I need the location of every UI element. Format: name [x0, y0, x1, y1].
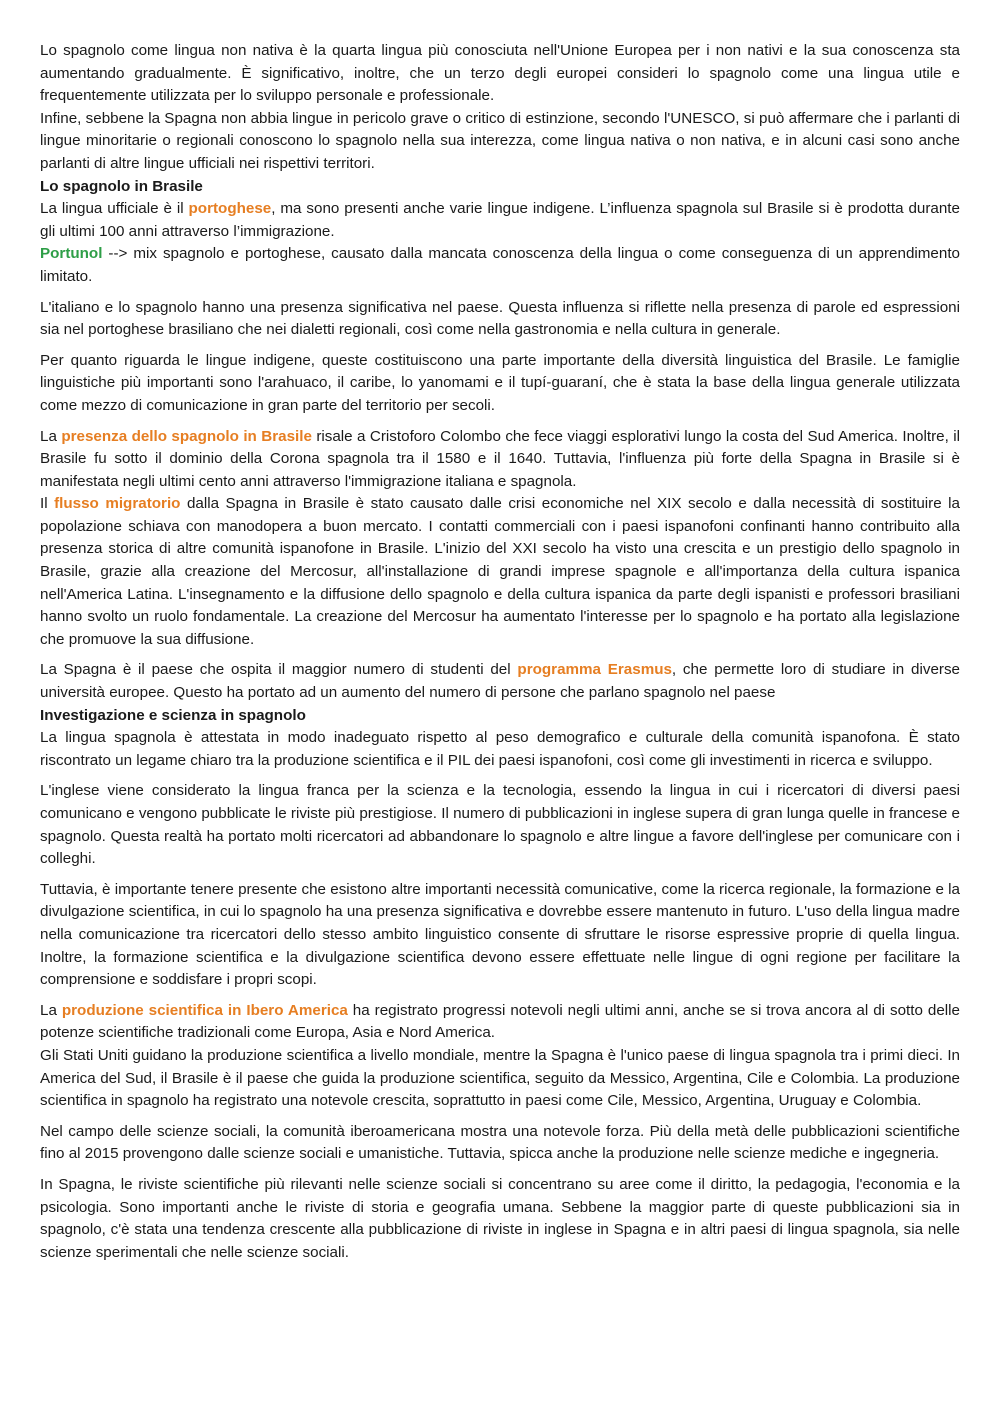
brasile-paragraph-2 — [40, 243, 960, 288]
text-run: La lingua ufficiale è il — [40, 200, 189, 218]
text-run: , che permette loro di studiare in diverse università europee. Questo ha portato ad un aumento del numero di persone che parlano spagnolo nel paese — [40, 661, 960, 702]
highlight-portunol: Portunol — [40, 245, 103, 263]
text-run: La — [40, 1001, 62, 1019]
highlight-programma-erasmus: programma Erasmus — [517, 661, 672, 679]
brasile-paragraph-4: Per quanto riguarda le lingue indigene, queste costituiscono una parte importante della diversità linguistica del Brasile. Le famiglie linguistiche più importanti sono l'arahuaco, il caribe, lo yanomami e il tupí-guaraní, che è stata la base della lingua generale utilizzata come mezzo di comunicazione in gran parte del territorio per secoli. — [40, 351, 960, 414]
brasile-paragraph-5 — [40, 426, 960, 494]
scienza-paragraph-3: Tuttavia, è importante tenere presente che esistono altre importanti necessità comunicative, come la ricerca regionale, la formazione e la divulgazione scientifica, in cui lo spagnolo ha una presenza significativa e dovrebbe essere mantenuto in futuro. L'uso della lingua madre nella comunicazione tra ricercatori dello stesso ambito linguistico consente di sfruttare le risorse espressive proprie di quella lingua. Inoltre, la formazione scientifica e la divulgazione scientifica devono essere effettuate nelle lingue di ogni regione per facilitare la comprensione e soddisfare i propri scopi. — [40, 880, 960, 989]
highlight-presenza-spagnolo: presenza dello spagnolo in Brasile — [61, 427, 312, 445]
highlight-flusso-migratorio: flusso migratorio — [54, 495, 181, 513]
scienza-paragraph-5: Gli Stati Uniti guidano la produzione scientifica a livello mondiale, mentre la Spagna è l'unico paese di lingua spagnola tra i primi dieci. In America del Sud, il Brasile è il paese che guida la produzione scientifica, seguito da Messico, Argentina, Cile e Colombia. La produzione scientifica in spagnolo ha registrato una notevole crescita, soprattutto in paesi come Cile, Messico, Argentina, Uruguay e Colombia. — [40, 1046, 960, 1110]
scienza-paragraph-7: In Spagna, le riviste scientifiche più rilevanti nelle scienze sociali si concentrano su aree come il diritto, la pedagogia, l'economia e la psicologia. Sono importanti anche le riviste di storia e geografia umana. Sebbene la maggior parte di queste pubblicazioni sia in spagnolo, c'è stata una tendenza crescente alla pubblicazione di riviste in inglese in Spagna e in altri paesi di lingua spagnola, sia nelle scienze sperimentali che nelle scienze sociali. — [40, 1175, 960, 1261]
text-run: La — [40, 427, 62, 445]
brasile-paragraph-6 — [40, 493, 960, 651]
highlight-portoghese: portoghese — [188, 200, 272, 218]
section-heading-scienza: Investigazione e scienza in spagnolo — [40, 706, 306, 724]
highlight-produzione-scientifica: produzione scientifica in Ibero America — [61, 1001, 348, 1019]
text-run: --> mix spagnolo e portoghese, causato dalla mancata conoscenza della lingua o come conseguenza di un apprendimento limitato. — [40, 245, 960, 285]
text-run: Il — [40, 495, 55, 513]
brasile-paragraph-7 — [40, 659, 960, 704]
intro-paragraph-1: Lo spagnolo come lingua non nativa è la quarta lingua più conosciuta nell'Unione Europea per i non nativi e la sua conoscenza sta aumentando gradualmente. È significativo, inoltre, che un terzo degli europei consideri lo spagnolo come una lingua utile e frequentemente utilizzata per lo sviluppo personale e professionale. — [40, 42, 960, 105]
text-run: ha registrato progressi notevoli negli ultimi anni, anche se si trova ancora al di sotto delle potenze scientifiche tradizionali come Europa, Asia e Nord America. — [40, 1001, 960, 1042]
section-heading-brasile: Lo spagnolo in Brasile — [40, 177, 203, 195]
scienza-paragraph-4 — [40, 1000, 960, 1045]
text-run: risale a Cristoforo Colombo che fece viaggi esplorativi lungo la costa del Sud America. Inoltre, il Brasile fu sotto il dominio della Corona spagnola tra il 1580 e il 1640. Tuttavia, l'influenza più forte della Spagna in Brasile si è manifestata negli ultimi cento anni attraverso l'immigrazione italiana e spagnola. — [40, 427, 960, 490]
text-run: La Spagna è il paese che ospita il maggior numero di studenti del — [40, 661, 518, 679]
scienza-paragraph-6: Nel campo delle scienze sociali, la comunità iberoamericana mostra una notevole forza. Più della metà delle pubblicazioni scientifiche fino al 2015 provengono dalle scienze sociali e umanistiche. Tuttavia, spicca anche la produzione nelle scienze mediche e ingegneria. — [40, 1122, 960, 1163]
text-run: , ma sono presenti anche varie lingue indigene. L’influenza spagnola sul Brasile si è prodotta durante gli ultimi 100 anni attraverso l’immigrazione. — [40, 200, 960, 240]
brasile-paragraph-3: L'italiano e lo spagnolo hanno una presenza significativa nel paese. Questa influenza si riflette nella presenza di parole ed espressioni sia nel portoghese brasiliano che nei dialetti regionali, così come nella gastronomia e nella cultura in generale. — [40, 298, 960, 339]
text-run: dalla Spagna in Brasile è stato causato dalle crisi economiche nel XIX secolo e dalla necessità di sostituire la popolazione schiava con manodopera a buon mercato. I contatti commerciali con i paesi ispanofoni confinanti hanno contribuito alla presenza storica di altre comunità ispanofone in Brasile. L'inizio del XXI secolo ha visto una crescita e un prestigio dello spagnolo in Brasile, grazie alla creazione del Mercosur, all'installazione di grandi imprese spagnole e all'importanza della cultura ispanica nell'America Latina. L'insegnamento e la diffusione dello spagnolo e della cultura ispanica da parte degli ispanisti e professori brasiliani hanno svolto un ruolo fondamentale. La creazione del Mercosur ha aumentato l'interesse per lo spagnolo e ha portato alla legislazione che promuove la sua diffusione. — [40, 495, 960, 648]
scienza-paragraph-1: La lingua spagnola è attestata in modo inadeguato rispetto al peso demografico e culturale della comunità ispanofona. È stato riscontrato un legame chiaro tra la produzione scientifica e il PIL dei paesi ispanofoni, così come gli investimenti in ricerca e sviluppo. — [40, 729, 960, 769]
brasile-paragraph-1 — [40, 198, 960, 243]
scienza-paragraph-2: L'inglese viene considerato la lingua franca per la scienza e la tecnologia, essendo la lingua in cui i ricercatori di diversi paesi comunicano e vengono pubblicate le riviste più prestigiose. Il numero di pubblicazioni in inglese supera di gran lunga quelle in francese e spagnolo. Questa realtà ha portato molti ricercatori ad abbandonare lo spagnolo e altre lingue a favore dell'inglese per comunicare con i colleghi. — [40, 782, 960, 868]
intro-paragraph-2: Infine, sebbene la Spagna non abbia lingue in pericolo grave o critico di estinzione, secondo l'UNESCO, si può affermare che i parlanti di lingue minoritarie o regionali conoscono lo spagnolo nella sua interezza, come lingua nativa o non nativa, e in alcuni casi sono anche parlanti di altre lingue ufficiali nei rispettivi territori. — [40, 109, 960, 172]
